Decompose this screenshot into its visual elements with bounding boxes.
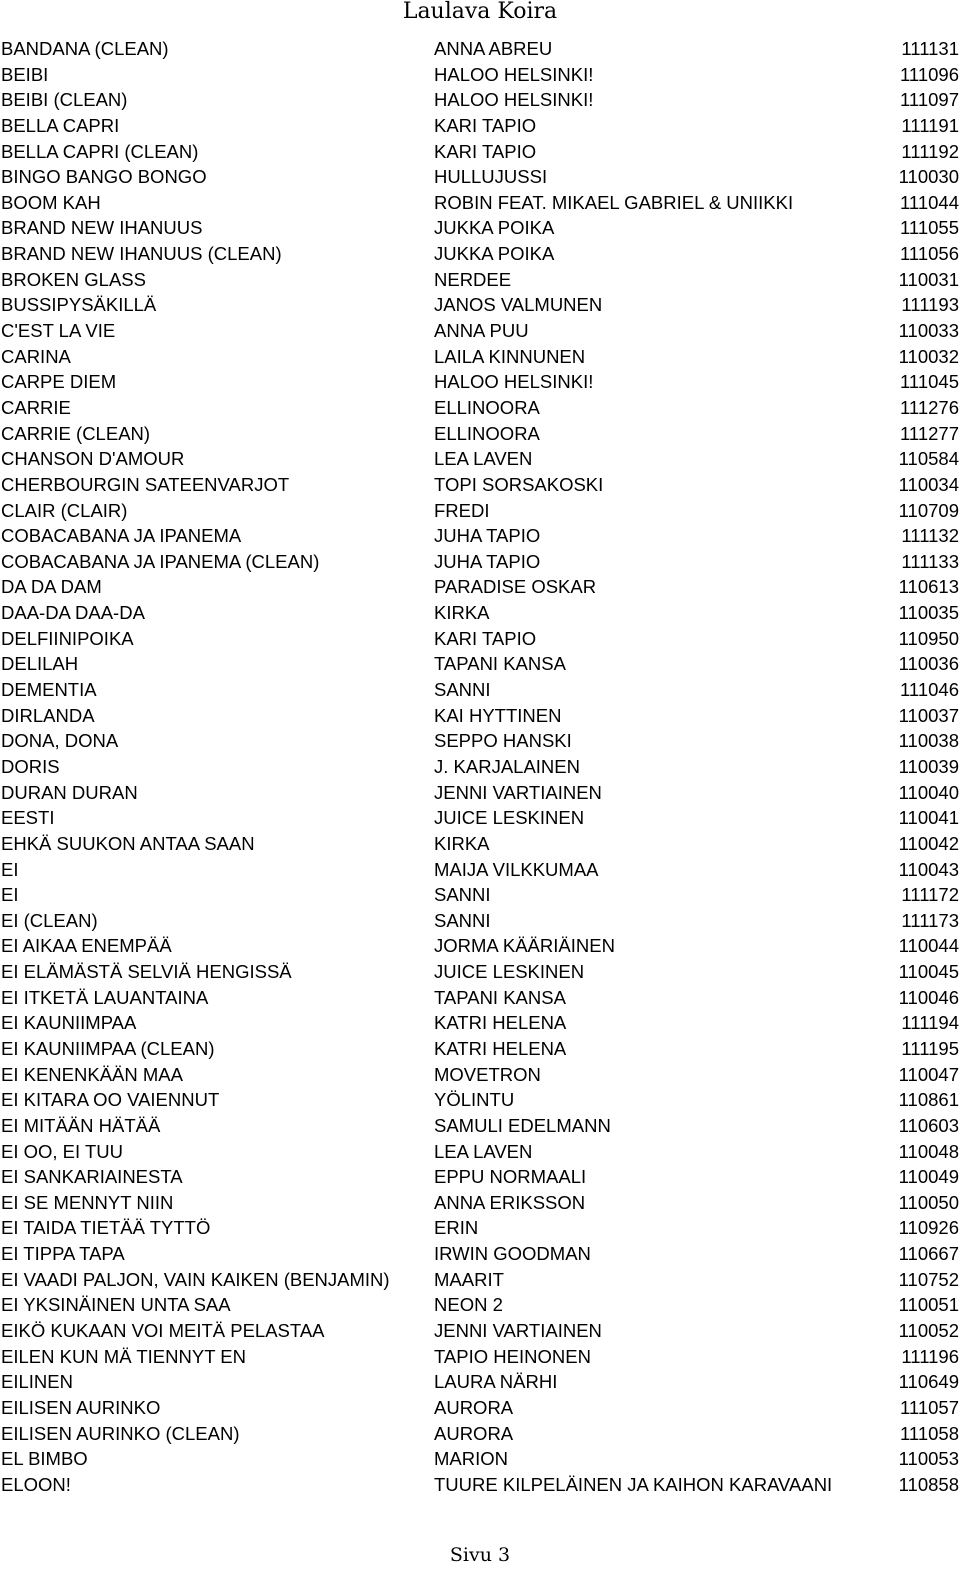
song-row — [0, 344, 960, 370]
song-code: 111055 — [900, 217, 959, 239]
song-row — [0, 62, 960, 88]
song-code: 111132 — [901, 525, 959, 547]
song-artist: KARI TAPIO — [434, 627, 537, 649]
song-title: EI KENENKÄÄN MAA — [1, 1063, 183, 1085]
song-code: 110667 — [898, 1243, 959, 1265]
song-code: 110950 — [898, 627, 959, 649]
song-row — [0, 1241, 960, 1267]
song-row — [0, 908, 960, 934]
song-row — [0, 857, 960, 883]
song-row — [0, 1472, 960, 1498]
song-code: 110052 — [898, 1320, 959, 1342]
song-title: CARRIE — [1, 396, 71, 418]
song-code: 111172 — [901, 884, 959, 906]
song-code: 111191 — [901, 114, 959, 136]
song-artist: JUHA TAPIO — [434, 525, 541, 547]
song-row — [0, 472, 960, 498]
song-artist: JUHA TAPIO — [434, 550, 541, 572]
song-code: 111193 — [901, 294, 959, 316]
song-code: 111277 — [900, 422, 959, 444]
song-row — [0, 1369, 960, 1395]
song-code: 111058 — [900, 1422, 959, 1444]
song-artist: JUICE LESKINEN — [434, 807, 585, 829]
song-artist: HALOO HELSINKI! — [434, 63, 594, 85]
song-row — [0, 215, 960, 241]
song-row — [0, 754, 960, 780]
page-header — [0, 0, 960, 24]
song-title: EI KAUNIIMPAA (CLEAN) — [1, 1037, 215, 1059]
song-artist: LAURA NÄRHI — [434, 1371, 558, 1393]
song-title: BELLA CAPRI (CLEAN) — [1, 140, 199, 162]
song-row — [0, 1164, 960, 1190]
song-artist: MARION — [434, 1448, 508, 1470]
song-code: 111131 — [901, 38, 959, 59]
song-code: 110649 — [898, 1371, 959, 1393]
song-artist: ANNA ERIKSSON — [434, 1191, 586, 1213]
song-row — [0, 1421, 960, 1447]
song-title: BRAND NEW IHANUUS — [1, 217, 203, 239]
song-artist: JUICE LESKINEN — [434, 961, 585, 983]
song-code: 110035 — [898, 602, 959, 624]
song-title: BRAND NEW IHANUUS (CLEAN) — [1, 243, 282, 265]
song-title: CLAIR (CLAIR) — [1, 499, 128, 521]
song-row — [0, 728, 960, 754]
song-title: CHANSON D'AMOUR — [1, 448, 185, 470]
song-row — [0, 1036, 960, 1062]
song-title: DEMENTIA — [1, 679, 97, 701]
song-artist: J. KARJALAINEN — [434, 755, 580, 777]
song-code: 111133 — [901, 550, 959, 572]
song-row — [0, 498, 960, 524]
song-row — [0, 1010, 960, 1036]
song-row — [0, 1113, 960, 1139]
song-artist: TAPANI KANSA — [434, 986, 566, 1008]
song-row — [0, 600, 960, 626]
song-row — [0, 626, 960, 652]
song-code: 110613 — [898, 576, 959, 598]
song-title: EI (CLEAN) — [1, 909, 98, 931]
song-artist: TUURE KILPELÄINEN JA KAIHON KARAVAANI — [434, 1473, 833, 1495]
song-code: 110041 — [898, 807, 959, 829]
song-row — [0, 241, 960, 267]
song-row — [0, 677, 960, 703]
song-artist: ELLINOORA — [434, 422, 540, 444]
song-row — [0, 985, 960, 1011]
song-title: COBACABANA JA IPANEMA (CLEAN) — [1, 550, 320, 572]
song-title: EI SANKARIAINESTA — [1, 1166, 183, 1188]
song-row — [0, 1087, 960, 1113]
song-code: 111276 — [900, 396, 959, 418]
song-code: 110858 — [898, 1473, 959, 1495]
song-artist: AURORA — [434, 1422, 514, 1444]
song-artist: JORMA KÄÄRIÄINEN — [434, 935, 615, 957]
song-title: EILINEN — [1, 1371, 73, 1393]
song-row — [0, 87, 960, 113]
song-code: 110047 — [898, 1063, 959, 1085]
song-title: EI MITÄÄN HÄTÄÄ — [1, 1114, 161, 1136]
song-artist: JUKKA POIKA — [434, 217, 555, 239]
song-code: 110042 — [898, 832, 959, 854]
song-artist: JANOS VALMUNEN — [434, 294, 603, 316]
song-code: 111194 — [901, 1012, 959, 1034]
song-title: BANDANA (CLEAN) — [1, 38, 169, 59]
song-code: 110038 — [898, 730, 959, 752]
song-title: CARINA — [1, 345, 71, 367]
song-artist: MOVETRON — [434, 1063, 541, 1085]
song-artist: ERIN — [434, 1217, 479, 1239]
song-artist: JUKKA POIKA — [434, 243, 555, 265]
song-artist: ELLINOORA — [434, 396, 540, 418]
song-row — [0, 1395, 960, 1421]
song-code: 111096 — [900, 63, 959, 85]
song-artist: LAILA KINNUNEN — [434, 345, 586, 367]
song-row — [0, 1344, 960, 1370]
song-row — [0, 1190, 960, 1216]
song-artist: FREDI — [434, 499, 490, 521]
song-artist: TAPIO HEINONEN — [434, 1345, 591, 1367]
song-artist: LEA LAVEN — [434, 448, 533, 470]
song-artist: NERDEE — [434, 268, 512, 290]
song-list — [0, 36, 960, 1498]
song-title: DONA, DONA — [1, 730, 119, 752]
song-code: 110045 — [898, 961, 959, 983]
song-title: EI ITKETÄ LAUANTAINA — [1, 986, 209, 1008]
song-artist: SANNI — [434, 679, 491, 701]
song-code: 110037 — [898, 704, 959, 726]
song-code: 110709 — [898, 499, 959, 521]
song-title: EHKÄ SUUKON ANTAA SAAN — [1, 832, 255, 854]
song-row — [0, 882, 960, 908]
song-code: 110053 — [898, 1448, 959, 1470]
song-artist: NEON 2 — [434, 1294, 503, 1316]
song-code: 111196 — [901, 1345, 959, 1367]
song-code: 110040 — [898, 781, 959, 803]
song-row — [0, 523, 960, 549]
song-row — [0, 446, 960, 472]
song-title: ELOON! — [1, 1473, 71, 1495]
song-code: 110050 — [898, 1191, 959, 1213]
song-artist: MAARIT — [434, 1268, 504, 1290]
song-code: 110034 — [898, 473, 959, 495]
song-title: EL BIMBO — [1, 1448, 88, 1470]
song-row — [0, 139, 960, 165]
song-artist: TAPANI KANSA — [434, 653, 566, 675]
song-artist: KARI TAPIO — [434, 114, 537, 136]
song-row — [0, 190, 960, 216]
song-title: EI KAUNIIMPAA — [1, 1012, 137, 1034]
song-row — [0, 574, 960, 600]
song-row — [0, 1446, 960, 1472]
song-artist: KATRI HELENA — [434, 1037, 567, 1059]
song-artist: YÖLINTU — [434, 1089, 515, 1111]
song-code: 111045 — [900, 371, 959, 393]
song-title: C'EST LA VIE — [1, 320, 116, 342]
song-title: BOOM KAH — [1, 191, 101, 213]
song-title: EIKÖ KUKAAN VOI MEITÄ PELASTAA — [1, 1320, 325, 1342]
song-artist: AURORA — [434, 1396, 514, 1418]
song-artist: SANNI — [434, 884, 491, 906]
song-row — [0, 1267, 960, 1293]
song-title: CARRIE (CLEAN) — [1, 422, 151, 444]
song-title: EI OO, EI TUU — [1, 1140, 123, 1162]
song-title: CARPE DIEM — [1, 371, 117, 393]
song-title: EI AIKAA ENEMPÄÄ — [1, 935, 172, 957]
song-artist: HALOO HELSINKI! — [434, 89, 594, 111]
song-code: 111056 — [900, 243, 959, 265]
song-title: BEIBI — [1, 63, 49, 85]
song-row — [0, 1139, 960, 1165]
page-footer — [0, 1544, 960, 1566]
song-artist: JENNI VARTIAINEN — [434, 781, 602, 803]
song-title: EI TAIDA TIETÄÄ TYTTÖ — [1, 1217, 211, 1239]
song-code: 110049 — [898, 1166, 959, 1188]
song-code: 111195 — [901, 1037, 959, 1059]
song-artist: ANNA PUU — [434, 320, 529, 342]
song-row — [0, 780, 960, 806]
song-artist: JENNI VARTIAINEN — [434, 1320, 602, 1342]
song-row — [0, 164, 960, 190]
song-code: 110044 — [898, 935, 959, 957]
song-artist: KATRI HELENA — [434, 1012, 567, 1034]
song-row — [0, 549, 960, 575]
song-code: 110584 — [898, 448, 959, 470]
song-artist: LEA LAVEN — [434, 1140, 533, 1162]
song-artist: HULLUJUSSI — [434, 166, 548, 188]
song-code: 110752 — [898, 1268, 959, 1290]
song-artist: KAI HYTTINEN — [434, 704, 562, 726]
song-row — [0, 805, 960, 831]
song-row — [0, 1215, 960, 1241]
song-row — [0, 113, 960, 139]
song-code: 111192 — [901, 140, 959, 162]
song-title: EILISEN AURINKO — [1, 1396, 161, 1418]
song-title: COBACABANA JA IPANEMA — [1, 525, 242, 547]
song-artist: KIRKA — [434, 832, 490, 854]
song-title: BUSSIPYSÄKILLÄ — [1, 294, 157, 316]
song-title: BEIBI (CLEAN) — [1, 89, 128, 111]
song-title: DELFIINIPOIKA — [1, 627, 134, 649]
song-code: 110861 — [898, 1089, 959, 1111]
song-title: EI TIPPA TAPA — [1, 1243, 125, 1265]
song-artist: ANNA ABREU — [434, 38, 553, 59]
song-title: EI ELÄMÄSTÄ SELVIÄ HENGISSÄ — [1, 961, 292, 983]
song-code: 110039 — [898, 755, 959, 777]
song-row — [0, 318, 960, 344]
song-title: EILEN KUN MÄ TIENNYT EN — [1, 1345, 247, 1367]
song-title: EI — [1, 858, 19, 880]
page-header-title: Laulava Koira — [402, 0, 558, 24]
song-artist: SAMULI EDELMANN — [434, 1114, 611, 1136]
song-title: EI VAADI PALJON, VAIN KAIKEN (BENJAMIN) — [1, 1268, 390, 1290]
song-code: 110048 — [898, 1140, 959, 1162]
song-artist: EPPU NORMAALI — [434, 1166, 587, 1188]
song-code: 110033 — [898, 320, 959, 342]
song-artist: KIRKA — [434, 602, 490, 624]
song-artist: IRWIN GOODMAN — [434, 1243, 591, 1265]
page-number: Sivu 3 — [449, 1544, 511, 1566]
song-row — [0, 36, 960, 62]
song-title: BELLA CAPRI — [1, 114, 120, 136]
song-row — [0, 1062, 960, 1088]
song-row — [0, 703, 960, 729]
song-title: EILISEN AURINKO (CLEAN) — [1, 1422, 240, 1444]
song-row — [0, 933, 960, 959]
song-title: DAA-DA DAA-DA — [1, 602, 145, 624]
song-artist: HALOO HELSINKI! — [434, 371, 594, 393]
song-row — [0, 959, 960, 985]
song-title: DORIS — [1, 755, 60, 777]
song-row — [0, 369, 960, 395]
song-row — [0, 421, 960, 447]
song-title: DA DA DAM — [1, 576, 102, 598]
song-code: 110043 — [898, 858, 959, 880]
song-code: 110051 — [898, 1294, 959, 1316]
song-row — [0, 1318, 960, 1344]
song-code: 110036 — [898, 653, 959, 675]
song-artist: ROBIN FEAT. MIKAEL GABRIEL & UNIIKKI — [434, 191, 794, 213]
song-artist: PARADISE OSKAR — [434, 576, 597, 598]
song-code: 110603 — [898, 1114, 959, 1136]
song-artist: SANNI — [434, 909, 491, 931]
song-row — [0, 1292, 960, 1318]
song-title: CHERBOURGIN SATEENVARJOT — [1, 473, 290, 495]
song-row — [0, 651, 960, 677]
song-artist: KARI TAPIO — [434, 140, 537, 162]
song-code: 110926 — [898, 1217, 959, 1239]
song-title: BINGO BANGO BONGO — [1, 166, 207, 188]
song-title: DIRLANDA — [1, 704, 95, 726]
song-code: 111046 — [900, 679, 959, 701]
song-title: EESTI — [1, 807, 55, 829]
song-code: 111173 — [901, 909, 959, 931]
song-row — [0, 831, 960, 857]
song-row — [0, 292, 960, 318]
song-artist: SEPPO HANSKI — [434, 730, 572, 752]
song-title: BROKEN GLASS — [1, 268, 146, 290]
song-code: 111044 — [900, 191, 959, 213]
song-title: DELILAH — [1, 653, 79, 675]
song-title: EI YKSINÄINEN UNTA SAA — [1, 1294, 231, 1316]
song-title: EI KITARA OO VAIENNUT — [1, 1089, 220, 1111]
song-artist: TOPI SORSAKOSKI — [434, 473, 604, 495]
song-title: EI SE MENNYT NIIN — [1, 1191, 174, 1213]
song-code: 110030 — [898, 166, 959, 188]
song-code: 110032 — [898, 345, 959, 367]
song-code: 110031 — [898, 268, 959, 290]
song-row — [0, 395, 960, 421]
song-code: 111057 — [900, 1396, 959, 1418]
song-artist: MAIJA VILKKUMAA — [434, 858, 599, 880]
song-title: EI — [1, 884, 19, 906]
song-code: 110046 — [898, 986, 959, 1008]
song-code: 111097 — [900, 89, 959, 111]
song-row — [0, 267, 960, 293]
song-title: DURAN DURAN — [1, 781, 138, 803]
